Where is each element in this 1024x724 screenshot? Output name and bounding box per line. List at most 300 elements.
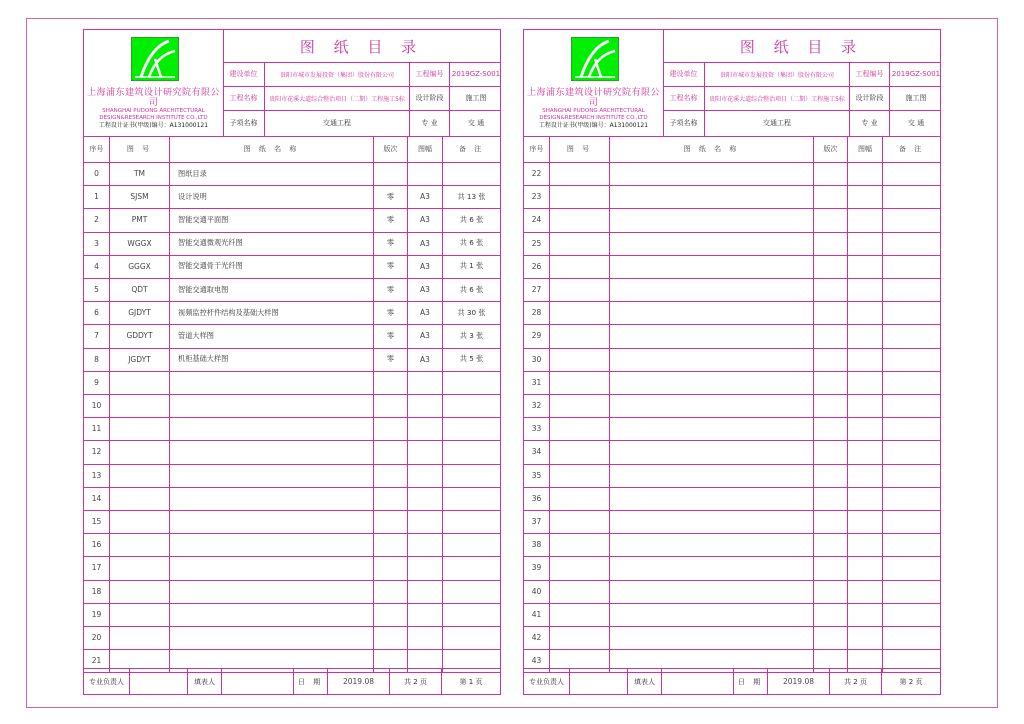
discipline-value: 交 通 [467, 119, 485, 127]
company-block [524, 30, 664, 136]
row-drawing-name [610, 185, 814, 208]
row-no: 2 [84, 208, 110, 231]
row-size [848, 417, 883, 440]
row-remark [883, 487, 940, 510]
row-edition [814, 626, 848, 649]
row-drawing-no [550, 208, 610, 231]
row-drawing-no [550, 580, 610, 603]
table-row [84, 162, 500, 186]
stage-label: 设计阶段 [850, 86, 890, 110]
row-no: 5 [84, 278, 110, 301]
row-no: 43 [524, 649, 550, 672]
row-size [848, 232, 883, 255]
row-edition [374, 417, 408, 440]
table-row [84, 301, 500, 325]
row-drawing-name: 智能交通平面图 [170, 208, 374, 231]
row-size [408, 162, 443, 185]
row-size [408, 580, 443, 603]
row-drawing-no [550, 510, 610, 533]
row-drawing-no: GJDYT [110, 301, 170, 324]
subitem-value: 交通工程 [265, 110, 410, 136]
row-remark [883, 185, 940, 208]
discipline-label: 专 业 [410, 110, 450, 136]
row-edition [374, 603, 408, 626]
row-drawing-name [610, 255, 814, 278]
row-edition [374, 371, 408, 394]
row-edition [814, 371, 848, 394]
table-row [524, 580, 940, 604]
row-remark [443, 487, 500, 510]
row-drawing-name: 视频监控杆件结构及基础大样图 [170, 301, 374, 324]
table-header [84, 136, 500, 163]
row-remark [883, 255, 940, 278]
row-edition [814, 533, 848, 556]
row-no: 4 [84, 255, 110, 278]
row-no: 13 [84, 464, 110, 487]
row-no: 7 [84, 324, 110, 347]
row-no: 36 [524, 487, 550, 510]
company-name-en-1: SHANGHAI PUDONG ARCHITECTURAL [102, 108, 205, 114]
row-size [408, 487, 443, 510]
table-row [524, 603, 940, 627]
row-size [848, 603, 883, 626]
subitem-label: 子项名称 [223, 110, 265, 136]
row-no: 9 [84, 371, 110, 394]
table-row [84, 533, 500, 557]
row-drawing-name [170, 556, 374, 579]
row-edition: 零 [374, 278, 408, 301]
row-no: 41 [524, 603, 550, 626]
table-row [524, 464, 940, 488]
table-row [524, 440, 940, 464]
sheet-2 [523, 29, 941, 695]
row-no: 17 [84, 556, 110, 579]
table-row [524, 208, 940, 232]
col-no: 序号 [84, 136, 110, 162]
leader-value [130, 669, 188, 694]
table-row [84, 232, 500, 256]
row-drawing-no [550, 278, 610, 301]
row-remark [883, 278, 940, 301]
table-row [84, 556, 500, 580]
row-drawing-no [110, 371, 170, 394]
row-size [848, 185, 883, 208]
col-edition: 版次 [814, 136, 848, 162]
row-drawing-name [170, 510, 374, 533]
stage-label: 设计阶段 [410, 86, 450, 110]
stage-value: 施工图 [905, 94, 927, 102]
discipline-label: 专 业 [850, 110, 890, 136]
table-row [84, 348, 500, 372]
page-number: 第 2 页 [899, 677, 923, 686]
table-row [524, 232, 940, 256]
col-drawing-no: 图 号 [550, 136, 610, 162]
col-drawing-no: 图 号 [110, 136, 170, 162]
row-drawing-name: 智能交通微观光纤图 [170, 232, 374, 255]
table-row [84, 487, 500, 511]
table-row [84, 324, 500, 348]
row-no: 33 [524, 417, 550, 440]
license-number: 工程设计证书(甲级)编号：A131000121 [98, 122, 209, 129]
row-no: 37 [524, 510, 550, 533]
row-no: 27 [524, 278, 550, 301]
row-size: A3 [408, 348, 443, 371]
row-no: 34 [524, 440, 550, 463]
row-drawing-name [610, 464, 814, 487]
row-edition [374, 580, 408, 603]
row-remark [883, 626, 940, 649]
row-drawing-name [610, 394, 814, 417]
row-drawing-no [110, 580, 170, 603]
row-remark [443, 371, 500, 394]
row-size [848, 556, 883, 579]
row-remark: 共 30 张 [457, 307, 486, 317]
leader-value [570, 669, 628, 694]
date-value: 2019.08 [328, 669, 390, 694]
client-label: 建设单位 [663, 62, 705, 86]
table-row [84, 208, 500, 232]
row-remark [883, 464, 940, 487]
table-row [524, 371, 940, 395]
row-remark [883, 324, 940, 347]
row-edition [814, 301, 848, 324]
leader-label: 专业负责人 [524, 669, 570, 694]
row-size: A3 [408, 185, 443, 208]
col-name: 图 纸 名 称 [610, 136, 814, 162]
project-no-label: 工程编号 [850, 62, 890, 86]
table-row [524, 556, 940, 580]
row-drawing-no [550, 626, 610, 649]
row-no: 16 [84, 533, 110, 556]
row-no: 11 [84, 417, 110, 440]
row-remark [883, 162, 940, 185]
row-drawing-no [110, 626, 170, 649]
row-edition [814, 440, 848, 463]
row-size [408, 626, 443, 649]
row-drawing-no [550, 255, 610, 278]
company-name-cn: 上海浦东建筑设计研究院有限公司 [526, 88, 660, 108]
row-remark: 共 1 张 [459, 261, 484, 271]
row-no: 20 [84, 626, 110, 649]
company-name-en-1: SHANGHAI PUDONG ARCHITECTURAL [542, 108, 645, 114]
row-remark: 共 6 张 [459, 238, 484, 248]
row-size [408, 371, 443, 394]
row-edition [814, 185, 848, 208]
row-edition [814, 580, 848, 603]
row-no: 31 [524, 371, 550, 394]
row-remark [443, 162, 500, 185]
table-row [524, 626, 940, 650]
project-no-label: 工程编号 [410, 62, 450, 86]
row-edition [374, 487, 408, 510]
row-remark: 共 3 张 [459, 330, 484, 340]
row-remark [883, 348, 940, 371]
row-remark [443, 603, 500, 626]
sheet-footer [524, 668, 940, 694]
row-size [408, 417, 443, 440]
row-remark [883, 371, 940, 394]
row-remark [883, 417, 940, 440]
total-pages: 共 2 页 [830, 669, 882, 694]
project-no-value: 2019GZ-S001 [451, 70, 501, 78]
row-remark: 共 6 张 [459, 284, 484, 294]
row-no: 39 [524, 556, 550, 579]
row-drawing-name [170, 394, 374, 417]
project-name-label: 工程名称 [223, 86, 265, 110]
date-label: 日 期 [294, 669, 328, 694]
row-drawing-name: 管道大样图 [170, 324, 374, 347]
row-no: 6 [84, 301, 110, 324]
table-row [524, 255, 940, 279]
row-drawing-no [550, 464, 610, 487]
row-drawing-no: GGGX [110, 255, 170, 278]
row-remark [443, 464, 500, 487]
row-size [848, 464, 883, 487]
col-size: 图幅 [408, 136, 443, 162]
row-remark [883, 510, 940, 533]
row-remark [443, 440, 500, 463]
table-row [524, 324, 940, 348]
row-no: 15 [84, 510, 110, 533]
company-block [84, 30, 224, 136]
row-drawing-name [610, 603, 814, 626]
row-drawing-name: 图纸目录 [170, 162, 374, 185]
col-remark: 备 注 [458, 145, 485, 153]
row-edition [814, 556, 848, 579]
table-row [524, 533, 940, 557]
row-remark: 共 13 张 [457, 191, 486, 201]
row-drawing-name: 智能交通骨干光纤图 [170, 255, 374, 278]
row-drawing-name [170, 626, 374, 649]
table-row [84, 417, 500, 441]
company-name-cn: 上海浦东建筑设计研究院有限公司 [86, 88, 220, 108]
row-size [848, 301, 883, 324]
row-no: 10 [84, 394, 110, 417]
row-drawing-name: 设计说明 [170, 185, 374, 208]
total-pages: 共 2 页 [390, 669, 442, 694]
row-no: 29 [524, 324, 550, 347]
row-drawing-name [610, 371, 814, 394]
row-remark [883, 556, 940, 579]
row-edition [374, 556, 408, 579]
row-drawing-no [550, 185, 610, 208]
table-row [524, 510, 940, 534]
row-size [848, 510, 883, 533]
row-edition [814, 232, 848, 255]
project-info [663, 62, 940, 136]
discipline-value: 交 通 [907, 119, 925, 127]
company-name-en-2: DESIGN&RESEARCH INSTITUTE CO.,LTD [539, 114, 648, 121]
table-row [84, 464, 500, 488]
col-name: 图 纸 名 称 [170, 136, 374, 162]
row-edition: 零 [374, 324, 408, 347]
sheet-header [524, 30, 940, 137]
row-drawing-name [170, 371, 374, 394]
row-drawing-no: TM [110, 162, 170, 185]
row-edition [814, 417, 848, 440]
client-value: 贵阳市城市发展投资（集团）股份有限公司 [705, 62, 850, 86]
row-size [848, 487, 883, 510]
row-drawing-no [110, 417, 170, 440]
row-remark [883, 580, 940, 603]
row-drawing-name [610, 417, 814, 440]
row-remark [443, 626, 500, 649]
row-drawing-no [550, 162, 610, 185]
row-remark [883, 232, 940, 255]
table-row [524, 301, 940, 325]
date-label: 日 期 [734, 669, 768, 694]
row-drawing-name [610, 301, 814, 324]
row-drawing-name: 智能交通取电图 [170, 278, 374, 301]
row-drawing-no [550, 556, 610, 579]
col-no: 序号 [524, 136, 550, 162]
row-drawing-no: GDDYT [110, 324, 170, 347]
client-value: 贵阳市城市发展投资（集团）股份有限公司 [265, 62, 410, 86]
row-edition [814, 464, 848, 487]
row-no: 12 [84, 440, 110, 463]
row-drawing-name [610, 348, 814, 371]
project-name-value: 贵阳市花溪大道综合整治项目（二期）工程施工5标 [265, 86, 410, 110]
row-drawing-name [610, 487, 814, 510]
row-size [408, 533, 443, 556]
row-size [848, 162, 883, 185]
row-edition [374, 162, 408, 185]
row-no: 26 [524, 255, 550, 278]
row-no: 28 [524, 301, 550, 324]
row-drawing-no: QDT [110, 278, 170, 301]
row-drawing-name [610, 533, 814, 556]
filler-value [222, 669, 294, 694]
row-drawing-no [550, 348, 610, 371]
row-drawing-no [550, 301, 610, 324]
row-no: 23 [524, 185, 550, 208]
company-logo-icon [131, 37, 179, 81]
row-edition [814, 324, 848, 347]
row-drawing-no [550, 533, 610, 556]
page-number: 第 1 页 [459, 677, 483, 686]
leader-label: 专业负责人 [84, 669, 130, 694]
row-drawing-no [550, 603, 610, 626]
table-row [84, 185, 500, 209]
table-row [524, 417, 940, 441]
row-remark [443, 533, 500, 556]
row-drawing-no [550, 394, 610, 417]
row-drawing-name [610, 556, 814, 579]
row-remark [883, 603, 940, 626]
row-remark [443, 417, 500, 440]
table-row [84, 603, 500, 627]
row-remark [443, 394, 500, 417]
row-edition [374, 394, 408, 417]
subitem-value: 交通工程 [705, 110, 850, 136]
table-row [524, 348, 940, 372]
row-size [408, 603, 443, 626]
row-drawing-name [170, 464, 374, 487]
table-row [524, 162, 940, 186]
row-no: 0 [84, 162, 110, 185]
row-drawing-name [610, 208, 814, 231]
row-drawing-name [610, 278, 814, 301]
row-no: 24 [524, 208, 550, 231]
stage-value: 施工图 [465, 94, 487, 102]
row-drawing-no [110, 487, 170, 510]
row-drawing-no [550, 417, 610, 440]
col-remark: 备 注 [898, 145, 925, 153]
row-edition [814, 487, 848, 510]
sheet-1 [83, 29, 501, 695]
client-label: 建设单位 [223, 62, 265, 86]
row-edition [374, 510, 408, 533]
row-size [848, 626, 883, 649]
page-title: 图 纸 目 录 [223, 30, 500, 63]
row-size [408, 510, 443, 533]
row-size [848, 278, 883, 301]
filler-label: 填表人 [188, 669, 222, 694]
row-size [408, 556, 443, 579]
row-drawing-name [170, 487, 374, 510]
row-size [848, 440, 883, 463]
row-edition: 零 [374, 185, 408, 208]
company-logo-icon [571, 37, 619, 81]
row-drawing-no [110, 394, 170, 417]
row-edition [814, 208, 848, 231]
row-remark: 共 6 张 [459, 214, 484, 224]
row-remark [443, 556, 500, 579]
project-name-label: 工程名称 [663, 86, 705, 110]
license-number: 工程设计证书(甲级)编号：A131000121 [538, 122, 649, 129]
row-size: A3 [408, 278, 443, 301]
row-drawing-name [170, 417, 374, 440]
col-size: 图幅 [848, 136, 883, 162]
row-remark [883, 533, 940, 556]
col-edition: 版次 [374, 136, 408, 162]
row-size [408, 464, 443, 487]
sheet-header [84, 30, 500, 137]
table-row [524, 185, 940, 209]
row-size [848, 580, 883, 603]
row-no: 22 [524, 162, 550, 185]
table-row [84, 580, 500, 604]
date-value: 2019.08 [768, 669, 830, 694]
row-size [848, 208, 883, 231]
row-drawing-no: WGGX [110, 232, 170, 255]
row-drawing-no [550, 487, 610, 510]
row-no: 14 [84, 487, 110, 510]
table-row [524, 487, 940, 511]
row-remark [883, 440, 940, 463]
table-header [524, 136, 940, 163]
table-row [84, 440, 500, 464]
row-drawing-no [110, 533, 170, 556]
row-edition: 零 [374, 208, 408, 231]
row-drawing-no [550, 440, 610, 463]
row-drawing-name [170, 440, 374, 463]
filler-value [662, 669, 734, 694]
row-drawing-no [110, 464, 170, 487]
row-no: 25 [524, 232, 550, 255]
row-edition [814, 278, 848, 301]
row-remark [443, 580, 500, 603]
row-drawing-name [610, 626, 814, 649]
subitem-label: 子项名称 [663, 110, 705, 136]
row-drawing-no [110, 556, 170, 579]
row-size: A3 [408, 324, 443, 347]
row-drawing-no [110, 440, 170, 463]
table-row [84, 510, 500, 534]
row-drawing-no: SJSM [110, 185, 170, 208]
table-row [524, 394, 940, 418]
row-edition [374, 464, 408, 487]
